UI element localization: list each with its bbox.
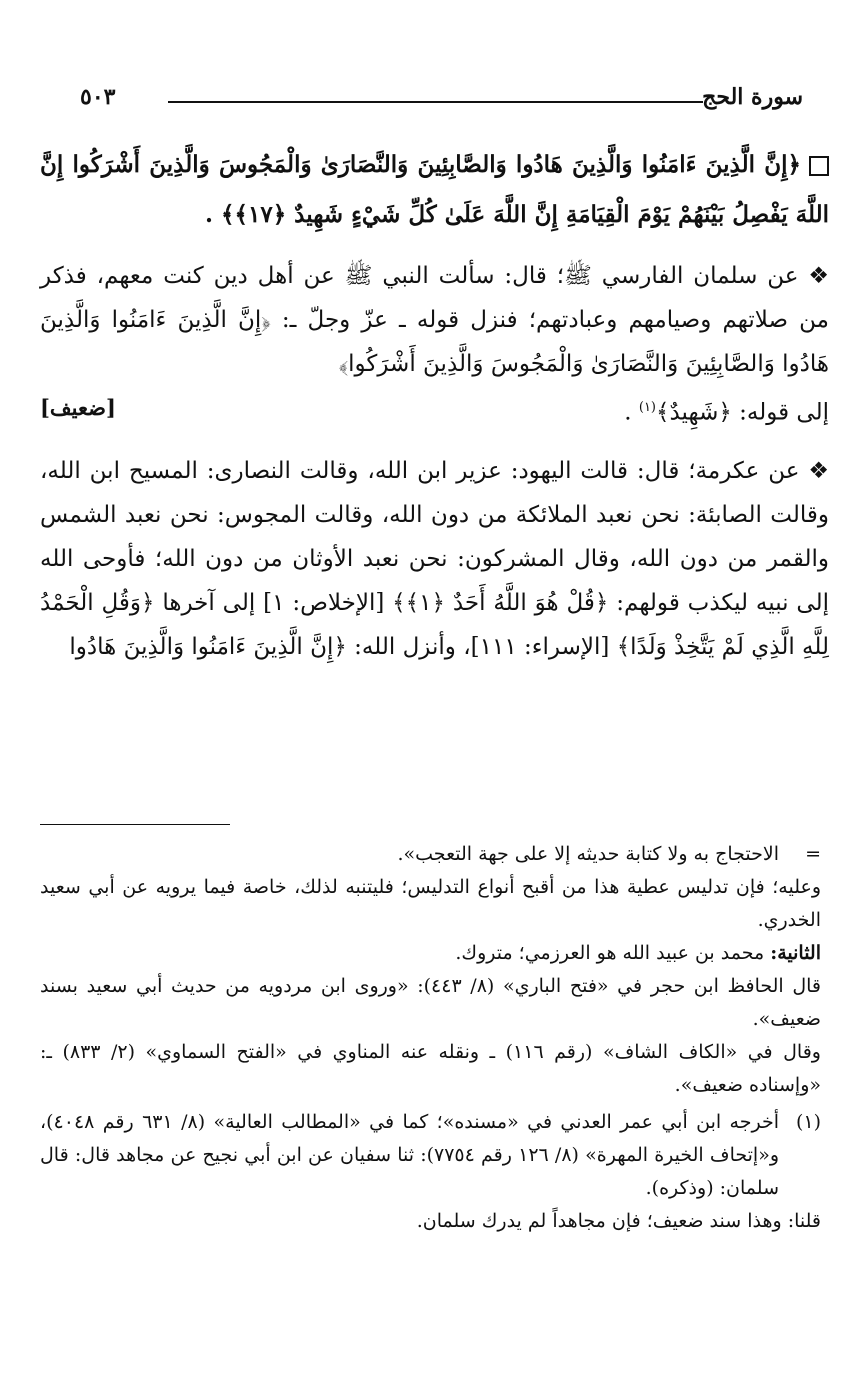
footnote-1-text: أخرجه ابن أبي عمر العدني في «مسنده»؛ كما في «المطالب العالية» (٨/ ٦٣١ رقم ٤٠٤٨)، و«إتحاف الخيرة المهرة» (٨/ ١٢٦ رقم ٧٧٥٤): ثنا سفيان عن ابن أبي نجيح عن مجاهد قال: قال سلمان: (وذكره). — [40, 1111, 779, 1199]
footnotes — [40, 838, 821, 1238]
continuation-line: الاحتجاج به ولا كتابة حديثه إلا على جهة التعجب». — [397, 843, 779, 865]
main-text — [40, 140, 829, 669]
second-text: محمد بن عبيد الله هو العرزمي؛ متروك. — [455, 942, 771, 964]
footnote-paragraph-tadlis: وعليه؛ فإن تدليس عطية هذا من أقبح أنواع التدليس؛ فليتنبه لذلك، خاصة فيما يرويه عن أبي سعيد الخدري. — [40, 876, 821, 931]
footnote-1-note: قلنا: وهذا سند ضعيف؛ فإن مجاهداً لم يدرك سلمان. — [416, 1210, 821, 1232]
square-bullet-icon — [809, 156, 829, 176]
footnote-1 — [40, 1106, 821, 1205]
narration-salman-end — [40, 386, 829, 435]
narration-ikrima-text: ❖ عن عكرمة؛ قال: قالت اليهود: عزير ابن الله، وقالت النصارى: المسيح ابن الله، وقالت الصابئة: نحن نعبد الملائكة من دون الله، وقالت المجوس: نحن نعبد الشمس والقمر من دون الله، وقال المشركون: نحن نعبد الأوثان من دون الله؛ فأوحى الله إلى نبيه ليكذب قولهم: ﴿قُلْ هُوَ اللَّهُ أَحَدٌ ﴿١﴾﴾ [الإخلاص: ١] إلى آخرها ﴿وَقُلِ الْحَمْدُ لِلَّهِ الَّذِي لَمْ يَتَّخِذْ وَلَدًا﴾ [الإسراء: ١١١]، وأنزل الله: ﴿إِنَّ الَّذِينَ ءَامَنُوا وَالَّذِينَ هَادُوا — [40, 457, 829, 660]
footnote-paragraph-kafi: وقال في «الكاف الشاف» (رقم ١١٦) ـ ونقله عنه المناوي في «الفتح السماوي» (٢/ ٨٣٣) ـ: «وإسناده ضعيف». — [40, 1041, 821, 1096]
footnote-1-mark: (١) — [795, 1111, 821, 1133]
narration-salman-text: ❖ عن سلمان الفارسي ﷺ؛ قال: سألت النبي ﷺ عن أهل دين كنت معهم، فذكر من صلاتهم وصيامهم وعبادتهم؛ فنزل قوله ـ عزّ وجلّ ـ: ﴿إِنَّ الَّذِينَ ءَامَنُوا وَالَّذِينَ هَادُوا وَالصَّابِئِينَ وَالنَّصَارَىٰ وَالْمَجُوسَ وَالَّذِينَ أَشْرَكُوا﴾ — [40, 263, 829, 377]
surah-title: سورة الحج — [702, 84, 803, 110]
footnote-paragraph-hafiz: قال الحافظ ابن حجر في «فتح الباري» (٨/ ٤٤٣): «وروى ابن مردويه من حديث أبي سعيد بسند ضعيف». — [40, 975, 821, 1030]
header-rule — [168, 101, 703, 103]
continuation-mark: = — [805, 843, 821, 865]
footnotes-divider — [40, 824, 230, 825]
second-label: الثانية: — [770, 942, 821, 964]
footnote-continuation — [40, 838, 821, 871]
footnote-paragraph-second — [40, 937, 821, 970]
narration-salman-tail: إلى قوله: ﴿شَهِيدٌ﴾ — [656, 399, 829, 426]
narration-salman — [40, 254, 829, 386]
footnote-ref: (١) — [638, 400, 656, 415]
verse-text: ﴿إِنَّ الَّذِينَ ءَامَنُوا وَالَّذِينَ هَادُوا وَالصَّابِئِينَ وَالنَّصَارَىٰ وَالْمَجُوسَ وَالَّذِينَ أَشْرَكُوا إِنَّ اللَّهَ يَفْصِلُ بَيْنَهُمْ يَوْمَ الْقِيَامَةِ إِنَّ اللَّهَ عَلَىٰ كُلِّ شَيْءٍ شَهِيدٌ ﴿١٧﴾﴾ . — [40, 151, 829, 228]
page-header — [80, 84, 803, 120]
narration-ikrima — [40, 449, 829, 669]
narration-salman-stop: . — [624, 399, 632, 426]
grade-badge: [ضعيف] — [40, 395, 116, 420]
verse-block — [40, 140, 829, 240]
page-number: ٥٠٣ — [80, 84, 116, 110]
